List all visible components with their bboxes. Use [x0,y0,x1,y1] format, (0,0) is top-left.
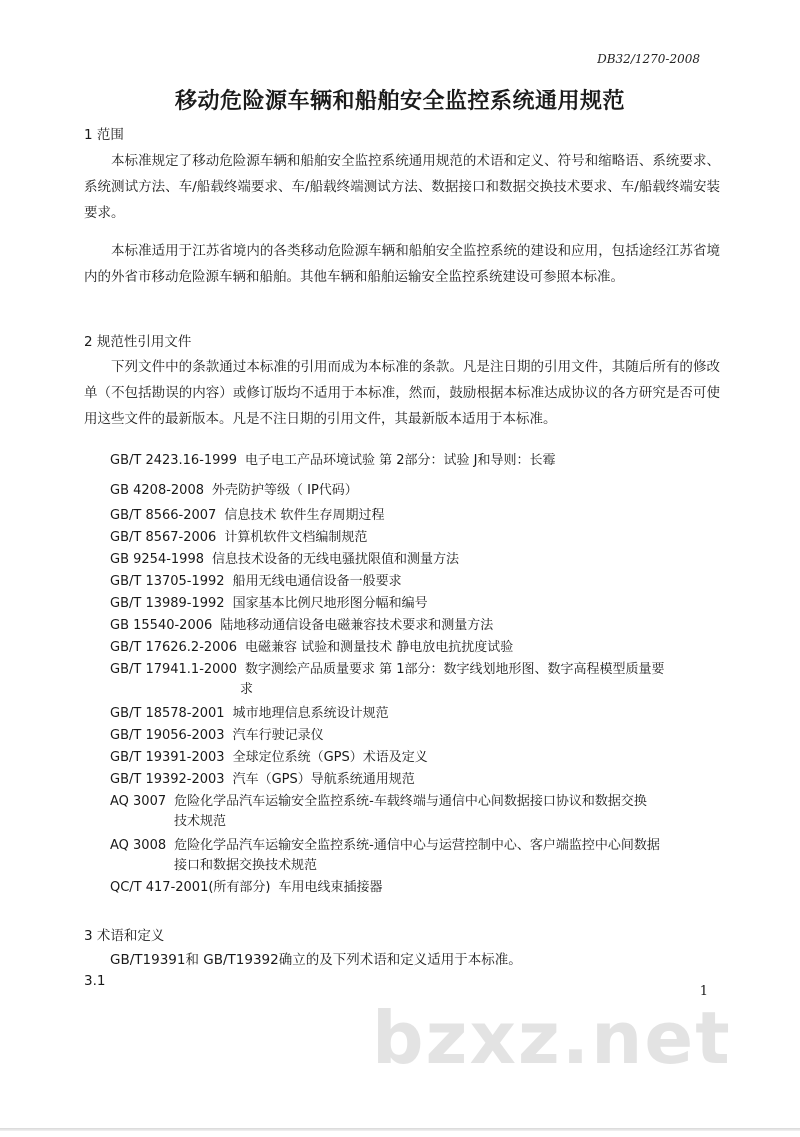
list-item: GB/T 17626.2-2006 电磁兼容 试验和测量技术 静电放电抗扰度试验 [110,640,514,655]
list-item: GB 4208-2008 外壳防护等级（ IP代码） [110,483,358,498]
scope-paragraph-1: 本标准规定了移动危险源车辆和船舶安全监控系统通用规范的术语和定义、符号和缩略语、系统要求、系统测试方法、车/船载终端要求、车/船载终端测试方法、数据接口和数据交换技术要求、车/船载终端安装要求。 [84,153,720,221]
watermark: bzxz.net [372,996,732,1080]
section-heading-scope: 1 范围 [84,127,124,143]
subsection-number: 3.1 [84,973,106,989]
list-item: GB/T 17941.1-2000 数字测绘产品质量要求 第 1部分：数字线划地形图、数字高程模型质量要 [110,662,665,677]
list-item: GB/T 19391-2003 全球定位系统（GPS）术语及定义 [110,750,428,765]
list-item-continuation: 求 [240,682,254,697]
list-item: GB/T 19392-2003 汽车（GPS）导航系统通用规范 [110,772,415,787]
list-item-continuation: 接口和数据交换技术规范 [174,858,318,873]
scope-paragraph-2: 本标准适用于江苏省境内的各类移动危险源车辆和船舶安全监控系统的建设和应用，包括途经江苏省境内的外省市移动危险源车辆和船舶。其他车辆和船舶运输安全监控系统建设可参照本标准。 [84,243,720,285]
list-item: GB 15540-2006 陆地移动通信设备电磁兼容技术要求和测量方法 [110,618,494,633]
section-heading-terms-definitions: 3 术语和定义 [84,928,165,944]
page-title: 移动危险源车辆和船舶安全监控系统通用规范 [174,89,625,114]
list-item: AQ 3008 危险化学品汽车运输安全监控系统-通信中心与运营控制中心、客户端监控中心间数据 [110,838,660,853]
list-item: GB/T 8566-2007 信息技术 软件生存周期过程 [110,508,385,523]
page-number: 1 [699,984,708,999]
page-bottom-edge [0,1128,800,1131]
list-item: GB/T 8567-2006 计算机软件文档编制规范 [110,530,368,545]
list-item: GB/T 2423.16-1999 电子电工产品环境试验 第 2部分：试验 J和导则：长霉 [110,453,556,468]
standard-code: DB32/1270-2008 [597,52,700,66]
section-heading-normative-references: 2 规范性引用文件 [84,334,192,350]
list-item: QC/T 417-2001(所有部分) 车用电线束插接器 [110,880,383,895]
list-item: GB/T 13705-1992 船用无线电通信设备一般要求 [110,574,402,589]
list-item: AQ 3007 危险化学品汽车运输安全监控系统-车载终端与通信中心间数据接口协议和数据交换 [110,794,647,809]
list-item: GB/T 19056-2003 汽车行驶记录仪 [110,728,324,743]
terms-intro-paragraph: GB/T19391和 GB/T19392确立的及下列术语和定义适用于本标准。 [110,952,522,968]
list-item-continuation: 技术规范 [174,814,227,829]
list-item: GB/T 18578-2001 城市地理信息系统设计规范 [110,706,389,721]
list-item: GB/T 13989-1992 国家基本比例尺地形图分幅和编号 [110,596,428,611]
references-intro-paragraph: 下列文件中的条款通过本标准的引用而成为本标准的条款。凡是注日期的引用文件，其随后所有的修改单（不包括勘误的内容）或修订版均不适用于本标准，然而，鼓励根据本标准达成协议的各方研究是否可使用这些文件的最新版本。凡是不注日期的引用文件，其最新版本适用于本标准。 [84,359,720,427]
list-item: GB 9254-1998 信息技术设备的无线电骚扰限值和测量方法 [110,552,459,567]
